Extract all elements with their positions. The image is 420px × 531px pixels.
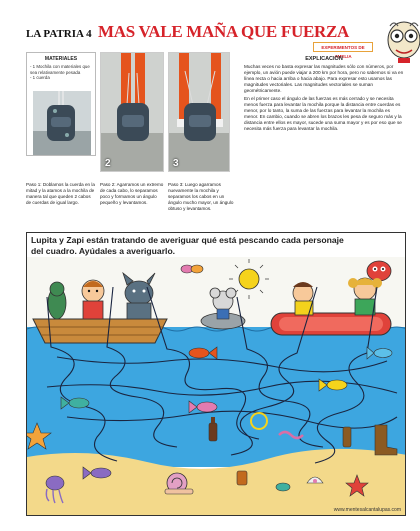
explanation-paragraph: En el primer caso el ángulo de las fuerzas es más cerrado y se necesita menos fuerza para levantar la mochila porque la distancia entre cuerdas es menor, por lo tanto, la suma de las fuerzas para levantar la mochila es menor. En cambio, cuando se abren los brazos les pesa de seguro más y la distancia entre ellos es mayor, sucede una suma mayor y es por eso que se necesita más fuerza para levantar la mochila. bbox=[244, 96, 402, 131]
explanation-title: EXPLICACIÓN bbox=[305, 56, 343, 62]
explanation-paragraph: Muchas veces no basta expresar las magnitudes sólo con números, por ejemplo, un avión puede viajar a 200 km por hora, pero no sabemos si va en línea recta o hacia arriba o hacia abajo. Para expresar esto usamos las magnitudes vectoriales. Las magnitudes vectoriales se suman geométricamente. bbox=[244, 64, 404, 93]
explanation bbox=[244, 56, 404, 232]
photo-step-2 bbox=[100, 52, 164, 172]
step-3-text: Paso 3: Luego agarramos nuevamente la mochila y separamos los cabos en un ángulo mucho mayor, un ángulo obtuso y levantamos. bbox=[168, 182, 234, 211]
photo-step-3 bbox=[168, 52, 230, 172]
fish-icon bbox=[276, 483, 290, 491]
step-2-text: Paso 2: Agarramos un extremo de cada cabo, lo separamos poco y formamos un ángulo pequeño y levantamos. bbox=[100, 182, 164, 205]
backpack-photo bbox=[33, 91, 91, 155]
puzzle-instructions: Lupita y Zapi están tratando de averiguar qué está pescando cada personaje del cuadro. Ayúdales a averiguarlo. bbox=[31, 235, 344, 256]
step-1-text: Paso 1: Doblamos la cuerda en la mitad y la atamos a la mochila de manera tal que queden 2 cabos de cuerdas de igual largo. bbox=[26, 182, 95, 205]
materials-title: MATERIALES bbox=[44, 56, 78, 62]
fishing-maze-illustration bbox=[27, 257, 406, 516]
website-url: www.mentesalcantalupas.com bbox=[333, 507, 401, 513]
materials-item: - 1 Mochila con materiales que sea relativamente pesada bbox=[30, 64, 90, 75]
photo-number: 3 bbox=[173, 158, 179, 169]
materials-item: - 1 cuerda bbox=[30, 75, 50, 80]
seal-icon bbox=[48, 282, 66, 319]
rowboat-icon bbox=[33, 319, 167, 343]
photo-number: 2 bbox=[105, 158, 111, 169]
step-2-photo bbox=[101, 53, 164, 172]
materials-box bbox=[26, 52, 96, 156]
jar-icon bbox=[237, 471, 247, 485]
experiments-badge: EXPERIMENTOS DE AMELIA bbox=[313, 42, 373, 52]
bottle-icon bbox=[343, 427, 351, 447]
zapi-icon bbox=[367, 261, 391, 281]
page-title: MAS VALE MAÑA QUE FUERZA bbox=[98, 22, 349, 41]
experiment-steps bbox=[26, 52, 238, 228]
section-label: LA PATRIA 4 bbox=[26, 28, 92, 40]
step-3-photo bbox=[169, 53, 230, 172]
fishing-puzzle bbox=[26, 232, 406, 516]
